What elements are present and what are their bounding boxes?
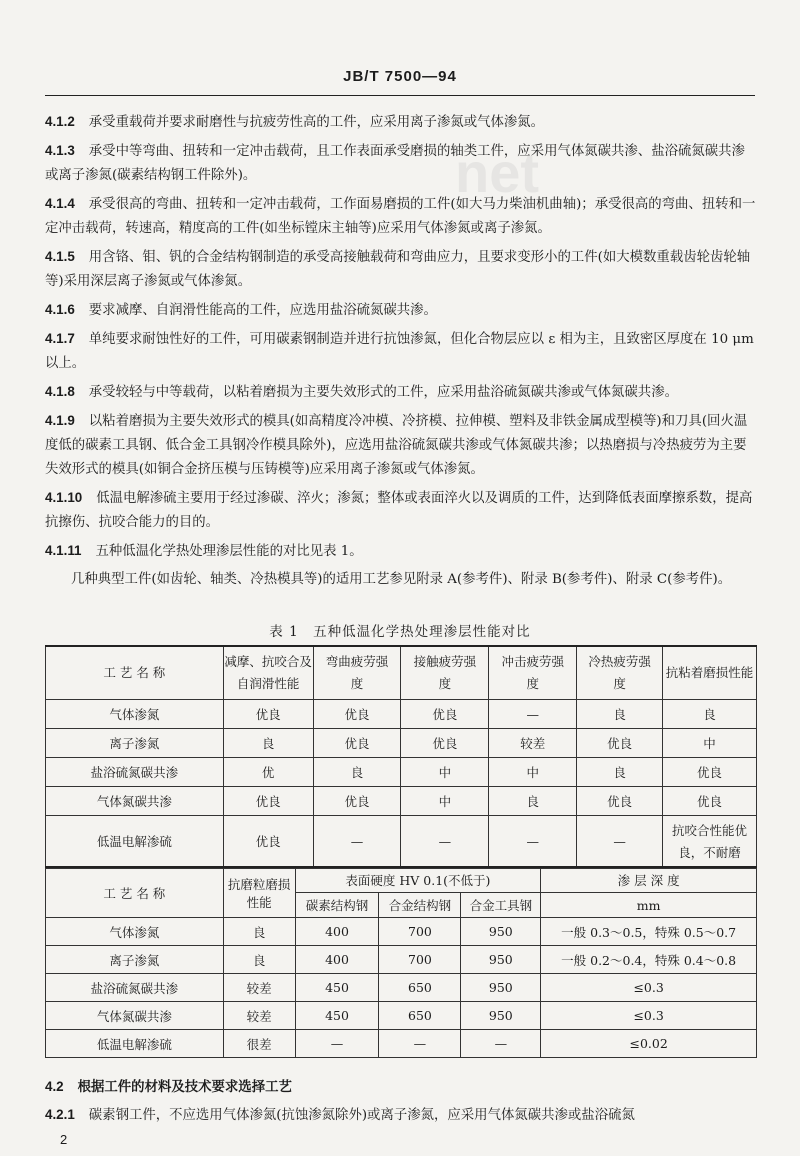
- clause-number: 4.1.9: [45, 413, 75, 428]
- table-row: [46, 1030, 757, 1058]
- clause-number: 4.1.6: [45, 302, 75, 317]
- clause-4-1-3: [45, 139, 757, 188]
- table-1-performance: [45, 645, 757, 869]
- section-title: 根据工件的材料及技术要求选择工艺: [77, 1079, 292, 1094]
- table-cell: 一般 0.3～0.5，特殊 0.5～0.7: [541, 918, 757, 946]
- header-cell: 冲击疲劳强 度: [489, 646, 577, 700]
- table-cell: 优良: [401, 700, 489, 729]
- table-cell: 很差: [223, 1030, 295, 1058]
- clause-number: 4.1.8: [45, 384, 75, 399]
- table-cell: 良: [577, 758, 663, 787]
- table-cell: —: [489, 816, 577, 869]
- table-cell: 中: [401, 787, 489, 816]
- table-cell: 中: [663, 729, 757, 758]
- table-cell: 450: [295, 1002, 379, 1030]
- table-row: [46, 974, 757, 1002]
- table-cell: 较差: [223, 1002, 295, 1030]
- clause-4-1-11: [45, 539, 757, 564]
- table-cell: 气体渗氮: [46, 918, 224, 946]
- clause-text: 用含铬、钼、钒的合金结构钢制造的承受高接触载荷和弯曲应力，且要求变形小的工件(如大模数重载齿轮齿轮轴等)采用深层离子渗氮或气体渗氮。: [45, 250, 751, 289]
- table-cell: 抗咬合性能优良，不耐磨: [663, 816, 757, 869]
- table-cell: 离子渗氮: [46, 729, 224, 758]
- table-cell: 优良: [313, 729, 401, 758]
- table-cell: ≤0.3: [541, 1002, 757, 1030]
- clause-number: 4.1.4: [45, 196, 75, 211]
- table-row: [46, 1002, 757, 1030]
- table-cell: 较差: [223, 974, 295, 1002]
- table-cell: ≤0.3: [541, 974, 757, 1002]
- appendix-note: 几种典型工件(如齿轮、轴类、冷热模具等)的适用工艺参见附录 A(参考件)、附录 B(参考件)、附录 C(参考件)。: [71, 572, 732, 587]
- table-cell: —: [295, 1030, 379, 1058]
- header-cell: 渗 层 深 度: [541, 867, 757, 893]
- watermark: net: [455, 141, 539, 204]
- clause-number: 4.1.7: [45, 331, 75, 346]
- clause-number: 4.2.1: [45, 1107, 75, 1122]
- header-cell: 减摩、抗咬合及自润滑性能: [223, 646, 313, 700]
- table-cell: 离子渗氮: [46, 946, 224, 974]
- clause-4-1-10: [45, 486, 757, 535]
- table-cell: 气体氮碳共渗: [46, 787, 224, 816]
- table-cell: —: [313, 816, 401, 869]
- table-row: [46, 729, 757, 758]
- table-cell: 优良: [223, 787, 313, 816]
- table-cell: 优良: [223, 700, 313, 729]
- table-cell: 中: [489, 758, 577, 787]
- clause-text: 五种低温化学热处理渗层性能的对比见表 1。: [95, 544, 363, 559]
- table-cell: 400: [295, 946, 379, 974]
- clause-text: 承受中等弯曲、扭转和一定冲击载荷，且工作表面承受磨损的轴类工件，应采用气体氮碳共渗、盐浴硫氮碳共渗或离子渗氮(碳素结构钢工件除外)。: [45, 144, 745, 183]
- table-cell: 优: [223, 758, 313, 787]
- table-cell: 700: [379, 918, 461, 946]
- section-number: 4.2: [45, 1079, 64, 1094]
- clause-4-1-8: [45, 380, 757, 405]
- table-header-row: [46, 867, 757, 893]
- header-cell: 弯曲疲劳强 度: [313, 646, 401, 700]
- clauses-section: [45, 110, 757, 596]
- clause-text: 低温电解渗硫主要用于经过渗碳、淬火；渗氮；整体或表面淬火以及调质的工件，达到降低表面摩擦系数，提高抗擦伤、抗咬合能力的目的。: [45, 491, 753, 530]
- table-cell: 650: [379, 974, 461, 1002]
- table-cell: 优良: [577, 729, 663, 758]
- header-cell: 接触疲劳强 度: [401, 646, 489, 700]
- table-cell: 良: [489, 787, 577, 816]
- table-cell: 良: [313, 758, 401, 787]
- table-cell: —: [401, 816, 489, 869]
- table-1-title: 表 1 五种低温化学热处理渗层性能对比: [269, 624, 531, 640]
- clause-text: 承受重载荷并要求耐磨性与抗疲劳性高的工件，应采用离子渗氮或气体渗氮。: [88, 115, 545, 130]
- table-row: [46, 787, 757, 816]
- clause-text: 碳素钢工件，不应选用气体渗氮(抗蚀渗氮除外)或离子渗氮，应采用气体氮碳共渗或盐浴硫氮: [88, 1108, 635, 1123]
- clause-number: 4.1.11: [45, 543, 82, 558]
- header-cell: 工 艺 名 称: [46, 867, 224, 918]
- header-cell: 合金工具钢: [461, 893, 541, 918]
- table-cell: 优良: [223, 816, 313, 869]
- header-cell: 表面硬度 HV 0.1(不低于): [295, 867, 541, 893]
- table-row: [46, 816, 757, 869]
- table-cell: 450: [295, 974, 379, 1002]
- header-cell: 碳素结构钢: [295, 893, 379, 918]
- clause-number: 4.1.3: [45, 143, 75, 158]
- header-cell: 抗粘着磨损性能: [663, 646, 757, 700]
- clause-4-1-7: [45, 327, 757, 376]
- clause-4-2-1: [45, 1103, 757, 1128]
- clause-text: 承受很高的弯曲、扭转和一定冲击载荷，工作面易磨损的工件(如大马力柴油机曲轴)；承受很高的弯曲、扭转和一定冲击载荷，转速高，精度高的工件(如坐标镗床主轴等)应采用气体渗氮或离子渗氮。: [45, 197, 756, 236]
- clause-4-1-6: [45, 298, 757, 323]
- table-row: [46, 700, 757, 729]
- table-cell: 中: [401, 758, 489, 787]
- table-cell: 950: [461, 918, 541, 946]
- table-cell: 700: [379, 946, 461, 974]
- table-cell: 优良: [577, 787, 663, 816]
- table-cell: 950: [461, 974, 541, 1002]
- table-cell: 气体氮碳共渗: [46, 1002, 224, 1030]
- table-cell: 较差: [489, 729, 577, 758]
- header-cell: 合金结构钢: [379, 893, 461, 918]
- table-cell: 400: [295, 918, 379, 946]
- clause-number: 4.1.5: [45, 249, 75, 264]
- section-heading: [45, 1075, 757, 1099]
- table-cell: 气体渗氮: [46, 700, 224, 729]
- page-number: 2: [60, 1132, 68, 1147]
- table-cell: 950: [461, 946, 541, 974]
- header-rule: [45, 95, 755, 96]
- header-cell: 工 艺 名 称: [46, 646, 224, 700]
- table-row: [46, 946, 757, 974]
- table-cell: 优良: [663, 787, 757, 816]
- standard-code-header: JB/T 7500—94: [343, 68, 457, 85]
- clause-4-1-2: [45, 110, 757, 135]
- clause-text: 承受较轻与中等载荷，以粘着磨损为主要失效形式的工件，应采用盐浴硫氮碳共渗或气体氮碳共渗。: [88, 385, 678, 400]
- table-cell: 低温电解渗硫: [46, 816, 224, 869]
- table-cell: 优良: [663, 758, 757, 787]
- table-row: [46, 758, 757, 787]
- table-1-hardness-depth: [45, 866, 757, 1058]
- table-cell: 良: [223, 918, 295, 946]
- clause-4-1-4: [45, 192, 757, 241]
- table-cell: 优良: [313, 700, 401, 729]
- header-cell: 冷热疲劳强 度: [577, 646, 663, 700]
- table-header-row: [46, 646, 757, 700]
- table-cell: 低温电解渗硫: [46, 1030, 224, 1058]
- table-cell: ≤0.02: [541, 1030, 757, 1058]
- header-cell: mm: [541, 893, 757, 918]
- clause-text: 以粘着磨损为主要失效形式的模具(如高精度冷冲模、冷挤模、拉伸模、塑料及非铁金属成型模等)和刀具(回火温度低的碳素工具钢、低合金工具钢冷作模具除外)，应选用盐浴硫氮碳共渗或气体氮碳共渗；以热磨损与冷热疲劳为主要失效形式的模具(如铜合金挤压模与压铸模等)应采用离子渗氮或气体渗氮。: [45, 414, 748, 477]
- table-cell: —: [489, 700, 577, 729]
- table-cell: 良: [223, 729, 313, 758]
- clause-number: 4.1.10: [45, 490, 83, 505]
- table-cell: 盐浴硫氮碳共渗: [46, 974, 224, 1002]
- table-cell: 盐浴硫氮碳共渗: [46, 758, 224, 787]
- section-4-2: [45, 1075, 757, 1132]
- table-cell: 良: [223, 946, 295, 974]
- clause-text: 要求减摩、自润滑性能高的工件，应选用盐浴硫氮碳共渗。: [88, 303, 437, 318]
- clause-number: 4.1.2: [45, 114, 75, 129]
- table-cell: 650: [379, 1002, 461, 1030]
- table-cell: —: [461, 1030, 541, 1058]
- table-cell: 一般 0.2～0.4，特殊 0.4～0.8: [541, 946, 757, 974]
- table-cell: 优良: [313, 787, 401, 816]
- clause-4-1-9: [45, 409, 757, 482]
- table-cell: 950: [461, 1002, 541, 1030]
- table-cell: —: [379, 1030, 461, 1058]
- table-cell: 良: [577, 700, 663, 729]
- table-cell: —: [577, 816, 663, 869]
- header-cell: 抗磨粒磨损性能: [223, 867, 295, 918]
- table-cell: 优良: [401, 729, 489, 758]
- clause-4-1-5: [45, 245, 757, 294]
- table-row: [46, 918, 757, 946]
- clause-text: 单纯要求耐蚀性好的工件，可用碳素钢制造并进行抗蚀渗氮，但化合物层应以 ε 相为主，且致密区厚度在 10 μm 以上。: [45, 332, 754, 371]
- table-cell: 良: [663, 700, 757, 729]
